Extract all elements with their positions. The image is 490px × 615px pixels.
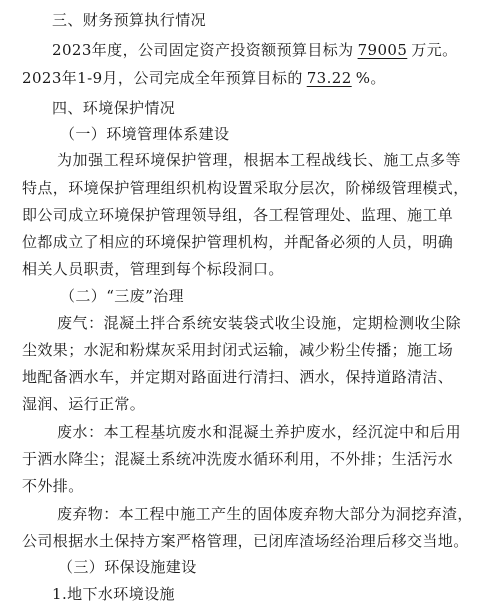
para1-line: 为加强工程环境保护管理，根据本工程战线长、施工点多等 bbox=[57, 151, 461, 169]
budget-completion-suffix: %。 bbox=[355, 69, 386, 87]
budget-completion-prefix: 2023年1-9月，公司完成全年预算目标的 bbox=[22, 69, 303, 87]
subheading-facilities: （三）环保设施建设 bbox=[58, 558, 197, 576]
section-heading-environment: 四、环境保护情况 bbox=[52, 99, 176, 117]
para-water-line: 不外排。 bbox=[22, 477, 84, 495]
budget-target-suffix: 万元。 bbox=[411, 41, 458, 59]
para-gas-line: 尘效果；水泥和粉煤灰采用封闭式运输，减少粉尘传播；施工场 bbox=[22, 341, 454, 359]
para-water-line: 于洒水降尘；混凝土系统冲洗废水循环利用，不外排；生活污水 bbox=[22, 450, 454, 468]
para-water-line: 废水：本工程基坑废水和混凝土养护废水，经沉淀中和后用 bbox=[57, 423, 461, 441]
para-gas-line: 湿润、运行正常。 bbox=[22, 395, 146, 413]
subheading-management-system: （一）环境管理体系建设 bbox=[60, 125, 230, 143]
para-gas-line: 地配备洒水车，并定期对路面进行清扫、洒水，保持道路清洁、 bbox=[22, 368, 454, 386]
budget-target-value: 79005 bbox=[357, 41, 408, 59]
budget-target-line bbox=[52, 40, 458, 60]
section-heading-finance: 三、财务预算执行情况 bbox=[52, 11, 207, 29]
para1-line: 即公司成立环境保护管理领导组，各工程管理处、监理、施工单 bbox=[22, 206, 454, 224]
budget-completion-line bbox=[22, 68, 386, 88]
para1-line: 相关人员职责，管理到每个标段洞口。 bbox=[22, 260, 284, 278]
item-groundwater-facilities: 1.地下水环境设施 bbox=[52, 585, 175, 603]
para1-line: 位都成立了相应的环境保护管理机构，并配备必须的人员，明确 bbox=[22, 233, 454, 251]
para1-line: 特点，环境保护管理组织机构设置采取分层次，阶梯级管理模式， bbox=[22, 179, 469, 197]
budget-target-prefix: 2023年度，公司固定资产投资额预算目标为 bbox=[52, 41, 354, 59]
para-solid-line: 公司根据水土保持方案严格管理，已闭库渣场经治理后移交当地。 bbox=[22, 532, 469, 550]
para-gas-line: 废气：混凝土拌合系统安装袋式收尘设施，定期检测收尘除 bbox=[57, 314, 461, 332]
subheading-three-wastes: （二）“三废”治理 bbox=[60, 287, 184, 305]
budget-completion-value: 73.22 bbox=[306, 69, 352, 87]
para-solid-line: 废弃物：本工程中施工产生的固体废弃物大部分为洞挖弃渣， bbox=[57, 505, 473, 523]
